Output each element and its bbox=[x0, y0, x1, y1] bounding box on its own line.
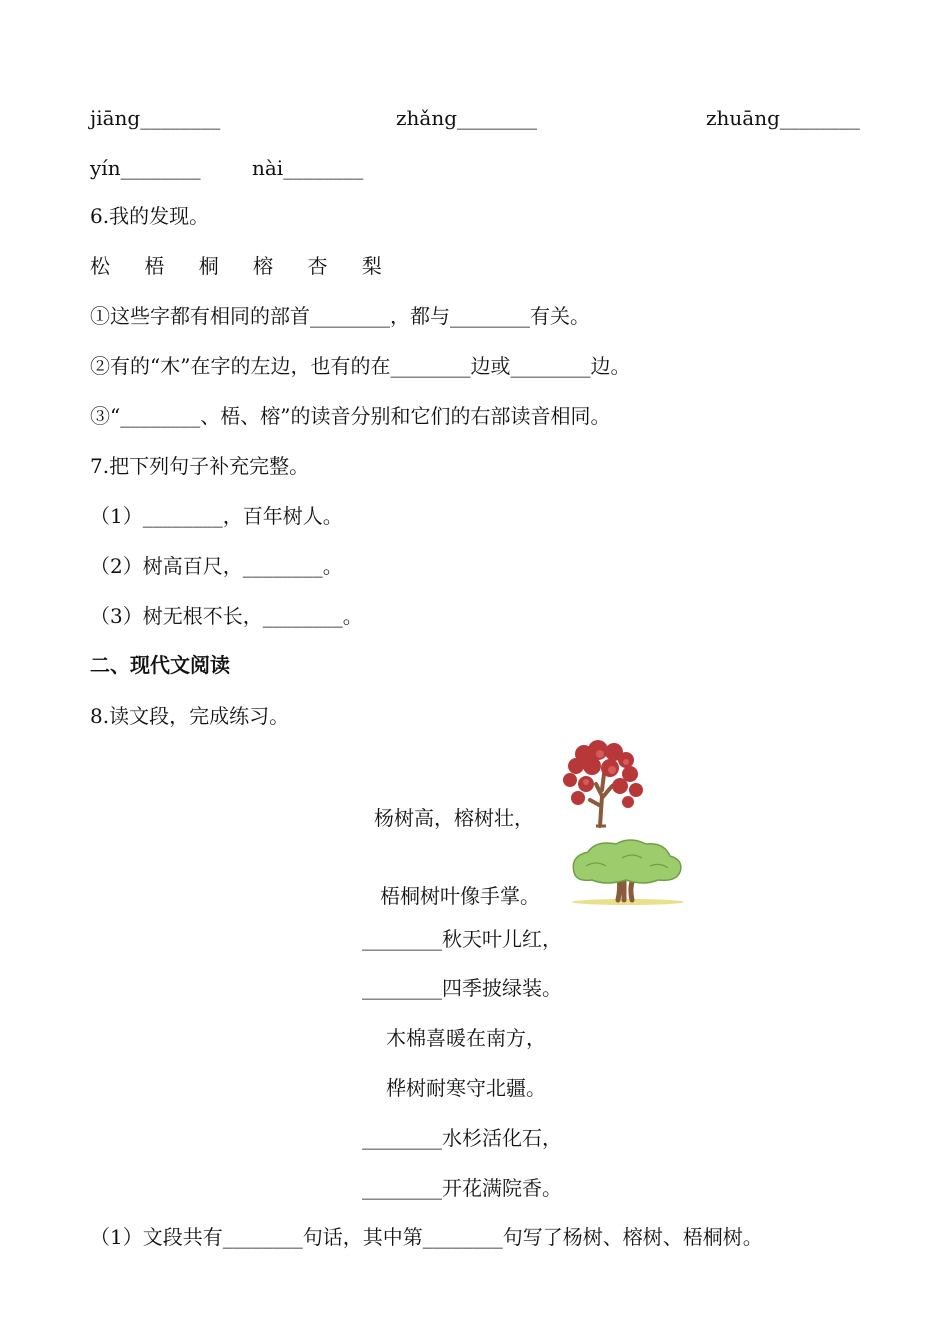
q6-item-3: ③“________、梧、榕”的读音分别和它们的右部读音相同。 bbox=[90, 404, 611, 428]
red-tree-illustration bbox=[556, 740, 648, 828]
q6-item-1: ①这些字都有相同的部首________，都与________有关。 bbox=[90, 304, 590, 328]
q7-item-1: （1）________，百年树人。 bbox=[90, 504, 343, 528]
q6-char: 梨 bbox=[361, 254, 382, 278]
poem-line-5: 木棉喜暖在南方， bbox=[386, 1026, 546, 1050]
q6-char: 杏 bbox=[307, 254, 328, 278]
q6-title: 6.我的发现。 bbox=[90, 204, 210, 228]
pinyin-zhang: zhǎng________ bbox=[396, 106, 538, 130]
poem-line-3: ________秋天叶儿红， bbox=[362, 927, 562, 951]
pinyin-nai: nài________ bbox=[252, 156, 364, 180]
pinyin-row-1 bbox=[90, 104, 870, 132]
poem-line-1: 杨树高，榕树壮， bbox=[374, 806, 534, 830]
green-tree-illustration bbox=[566, 836, 686, 906]
poem-line-6: 桦树耐寒守北疆。 bbox=[386, 1076, 546, 1100]
q6-char: 榕 bbox=[253, 254, 274, 278]
poem-line-7: ________水杉活化石， bbox=[362, 1126, 562, 1150]
poem-line-4: ________四季披绿装。 bbox=[362, 976, 562, 1000]
section-2-heading: 二、现代文阅读 bbox=[90, 653, 230, 677]
q6-char: 松 bbox=[90, 254, 110, 278]
q6-char-list bbox=[90, 252, 410, 280]
q7-item-2: （2）树高百尺，________。 bbox=[90, 554, 343, 578]
q6-char: 桐 bbox=[198, 254, 219, 278]
q7-item-3: （3）树无根不长，________。 bbox=[90, 604, 363, 628]
pinyin-zhuang: zhuāng________ bbox=[706, 106, 860, 130]
q7-title: 7.把下列句子补充完整。 bbox=[90, 454, 310, 478]
poem-line-2: 梧桐树叶像手掌。 bbox=[380, 884, 540, 908]
pinyin-jiang: jiāng________ bbox=[90, 106, 221, 130]
q6-item-2: ②有的“木”在字的左边，也有的在________边或________边。 bbox=[90, 354, 631, 378]
q8-sub-question-1: （1）文段共有________句话，其中第________句写了杨树、榕树、梧桐树。 bbox=[90, 1225, 763, 1249]
q6-char: 梧 bbox=[144, 254, 165, 278]
pinyin-row-2 bbox=[90, 154, 490, 182]
pinyin-yin: yín________ bbox=[90, 156, 201, 180]
q8-title: 8.读文段，完成练习。 bbox=[90, 704, 290, 728]
poem-line-8: ________开花满院香。 bbox=[362, 1176, 562, 1200]
